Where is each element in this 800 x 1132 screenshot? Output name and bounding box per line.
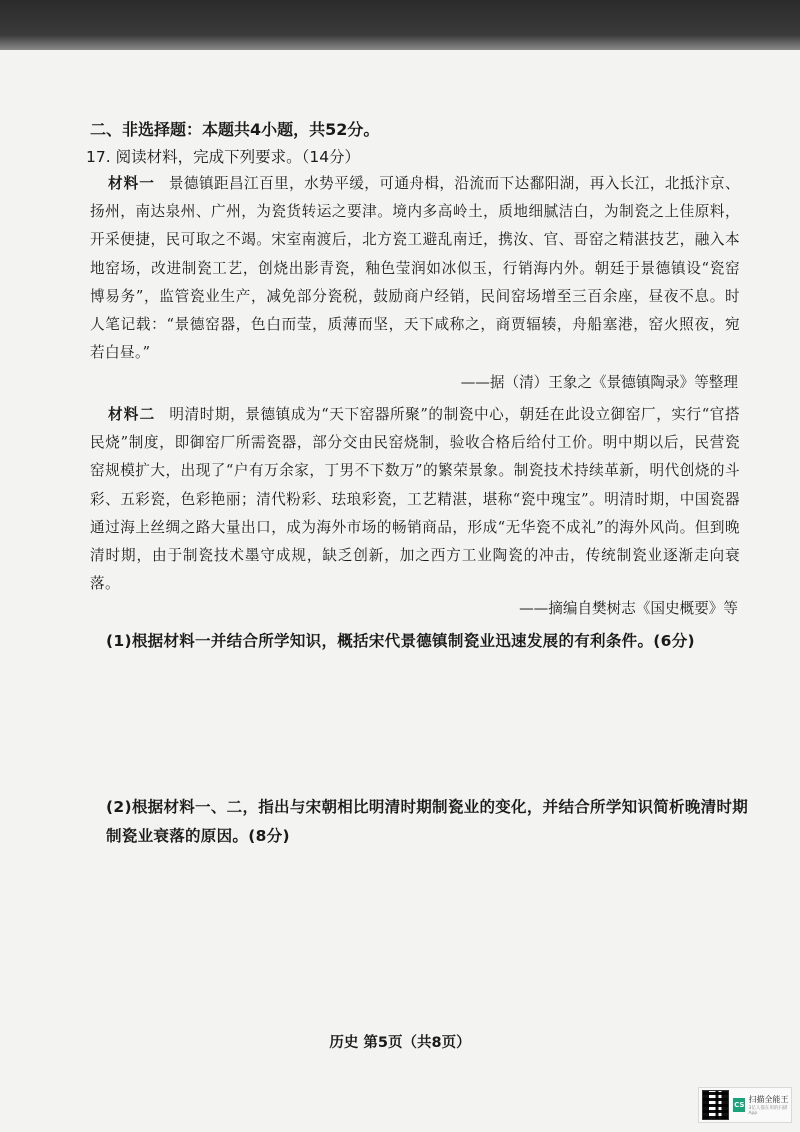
scanner-watermark [698,1087,792,1123]
scanner-text [748,1094,791,1116]
material-two-label: 材料二 [108,406,156,423]
scanner-subtitle: 3亿人都在用的扫描App [748,1106,788,1116]
camscanner-logo-icon: CS [733,1098,745,1112]
material-one-source: ——据（清）王象之《景德镇陶录》等整理 [460,374,738,391]
sub-question-1: (1)根据材料一并结合所学知识，概括宋代景德镇制瓷业迅速发展的有利条件。(6分) [106,632,695,650]
material-one-label: 材料一 [108,175,155,192]
material-two-text: 明清时期，景德镇成为“天下窑器所聚”的制瓷中心，朝廷在此设立御窑厂，实行“官搭民烧”制度，即御窑厂所需瓷器，部分交由民窑烧制，验收合格后给付工价。明中期以后，民营瓷窑规模扩大，出现了“户有万余家，丁男不下数万”的繁荣景象。制瓷技术持续革新，明代创烧的斗彩、五彩瓷，色彩艳丽；清代粉彩、珐琅彩瓷，工艺精湛，堪称“瓷中瑰宝”。明清时期，中国瓷器通过海上丝绸之路大量出口，成为海外市场的畅销商品，形成“无华瓷不成礼”的海外风尚。但到晚清时期，由于制瓷技术墨守成规，缺乏创新，加之西方工业陶瓷的冲击，传统制瓷业逐渐走向衰落。 [90,406,740,593]
material-two [90,401,740,598]
sub-question-2: (2)根据材料一、二，指出与宋朝相比明清时期制瓷业的变化，并结合所学知识简析晚清时期制瓷业衰落的原因。(8分) [106,798,749,845]
section-heading: 二、非选择题：本题共4小题，共52分。 [90,120,380,139]
material-one-text: 景德镇距昌江百里，水势平缓，可通舟楫，沿流而下达鄱阳湖，再入长江，北抵汴京、扬州，南达泉州、广州，为瓷货转运之要津。境内多高岭土，质地细腻洁白，为制瓷之上佳原料，开采便捷，民可取之不竭。宋室南渡后，北方瓷工避乱南迁，携汝、官、哥窑之精湛技艺，融入本地窑场，改进制瓷工艺，创烧出影青瓷，釉色莹润如冰似玉，行销海内外。朝廷于景德镇设“瓷窑博易务”，监管瓷业生产，减免部分瓷税，鼓励商户经销，民间窑场增至三百余座，昼夜不息。时人笔记载：“景德窑器，色白而莹，质薄而坚，天下咸称之，商贾辐辏，舟船塞港，窑火照夜，宛若白昼。” [90,175,740,362]
scanner-name: 扫描全能王 [748,1095,789,1104]
material-two-source: ——摘编自樊树志《国史概要》等 [519,600,738,617]
page-footer: 历史 第5页（共8页） [329,1035,471,1051]
scan-top-shadow [0,0,800,50]
material-one [90,170,740,367]
qr-code-icon [702,1090,729,1120]
question-title: 17. 阅读材料，完成下列要求。（14分） [86,148,361,166]
